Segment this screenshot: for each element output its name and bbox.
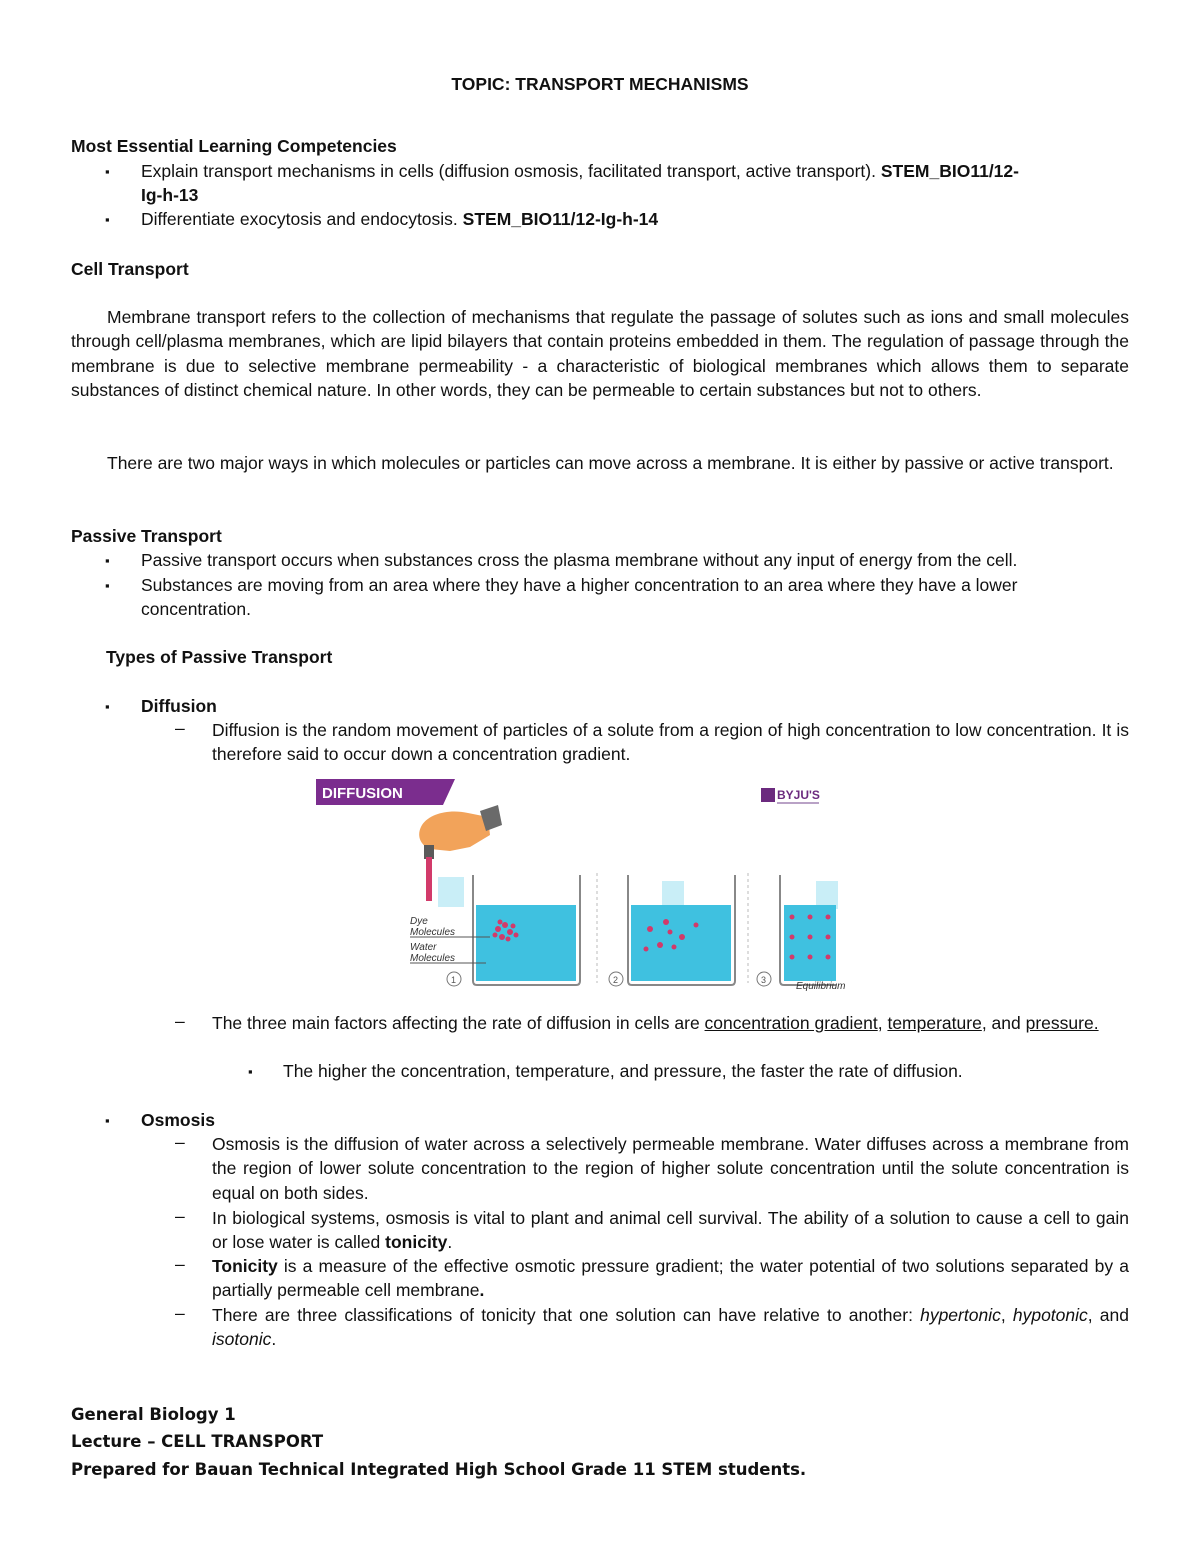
bullet-marker: ▪ [105,1113,110,1128]
competencies-heading: Most Essential Learning Competencies [71,136,397,156]
footer-prepared-for: Prepared for Bauan Technical Integrated High School Grade 11 STEM students. [71,1460,807,1479]
brand-logo-icon [761,788,775,802]
diffusion-definition: Diffusion is the random movement of particles of a solute from a region of high concentration to low concentration. It is therefore said to occur down a concentration gradient. [212,720,1129,765]
competency-item-1: Explain transport mechanisms in cells (diffusion osmosis, facilitated transport, active transport). STEM_BIO11/12- [141,161,1019,181]
beaker-1 [438,875,580,985]
passive-bullet-1: Passive transport occurs when substances cross the plasma membrane without any input of energy from the cell. [141,550,1018,570]
label-water-1: Water [410,942,437,953]
competency-item-2: Differentiate exocytosis and endocytosis. STEM_BIO11/12-Ig-h-14 [141,209,659,229]
bullet-marker: ▪ [105,164,110,179]
passive-bullet-2-cont: concentration. [141,599,251,619]
step-1-label: 1 [451,975,457,985]
bullet-marker: ▪ [105,699,110,714]
diffusion-figure [310,777,846,992]
dash-marker: – [175,1011,185,1031]
figure-brand: BYJU'S [777,788,820,802]
types-heading: Types of Passive Transport [106,647,333,667]
label-dye-1: Dye [410,916,428,927]
dash-marker: – [175,1206,185,1226]
beaker-3 [780,875,838,985]
step-2-label: 2 [613,975,619,985]
brand-tagline [777,802,819,804]
bullet-marker: ▪ [105,212,110,227]
osmosis-definition-1: Osmosis is the diffusion of water across a selectively permeable membrane. Water diffuses across a membrane from the region of lower solute concentration to the region of higher solute concentration until the solute concentration is equal on both sides. [212,1134,1129,1203]
footer-lecture: Lecture – CELL TRANSPORT [71,1432,324,1451]
beaker-2 [628,875,735,985]
equilibrium-label: Equilibrium [796,981,846,992]
osmosis-definition-2: In biological systems, osmosis is vital to plant and animal cell survival. The ability of a solution to cause a cell to gain or lose water is called tonicity. [212,1208,1129,1253]
label-dye-2: Molecules [410,927,456,938]
diffusion-sub-bullet: The higher the concentration, temperature, and pressure, the faster the rate of diffusion. [283,1061,963,1081]
dash-marker: – [175,718,185,738]
bullet-marker: ▪ [105,578,110,593]
passive-transport-heading: Passive Transport [71,526,222,546]
footer-course: General Biology 1 [71,1405,236,1424]
passive-bullet-2: Substances are moving from an area where they have a higher concentration to an area where they have a lower [141,575,1018,595]
page-title: TOPIC: TRANSPORT MECHANISMS [451,74,749,94]
cell-transport-paragraph-2: There are two major ways in which molecules or particles can move across a membrane. It is either by passive or active transport. [107,453,1114,473]
dash-marker: – [175,1132,185,1152]
dash-marker: – [175,1303,185,1323]
osmosis-definition-3: Tonicity is a measure of the effective osmotic pressure gradient; the water potential of two solutions separated by a partially permeable cell membrane. [212,1256,1129,1301]
competency-item-1-code: Ig-h-13 [141,185,199,205]
figure-banner-text: DIFFUSION [322,785,403,802]
dash-marker: – [175,1254,185,1274]
osmosis-heading: Osmosis [141,1110,215,1130]
label-water-2: Molecules [410,953,456,964]
cell-transport-heading: Cell Transport [71,259,189,279]
diffusion-factors: The three main factors affecting the rate of diffusion in cells are concentration gradient, temperature, and pressure. [212,1013,1099,1033]
dropper-cap [424,845,434,859]
bullet-marker: ▪ [105,553,110,568]
diffusion-heading: Diffusion [141,696,217,716]
step-3-label: 3 [761,975,767,985]
cell-transport-paragraph-1: Membrane transport refers to the collection of mechanisms that regulate the passage of solutes such as ions and small molecules through cell/plasma membranes, which are lipid bilayers that contain proteins embedded in them. The regulation of passage through the membrane is due to selective membrane permeability - a characteristic of biological membranes which allows them to separate substances of distinct chemical nature. In other words, they can be permeable to certain substances but not to others. [71,307,1129,401]
bullet-marker: ▪ [248,1064,253,1079]
dropper-tube [426,857,432,901]
osmosis-definition-4: There are three classifications of tonicity that one solution can have relative to another: hypertonic, hypotonic, and isotonic. [212,1305,1129,1350]
